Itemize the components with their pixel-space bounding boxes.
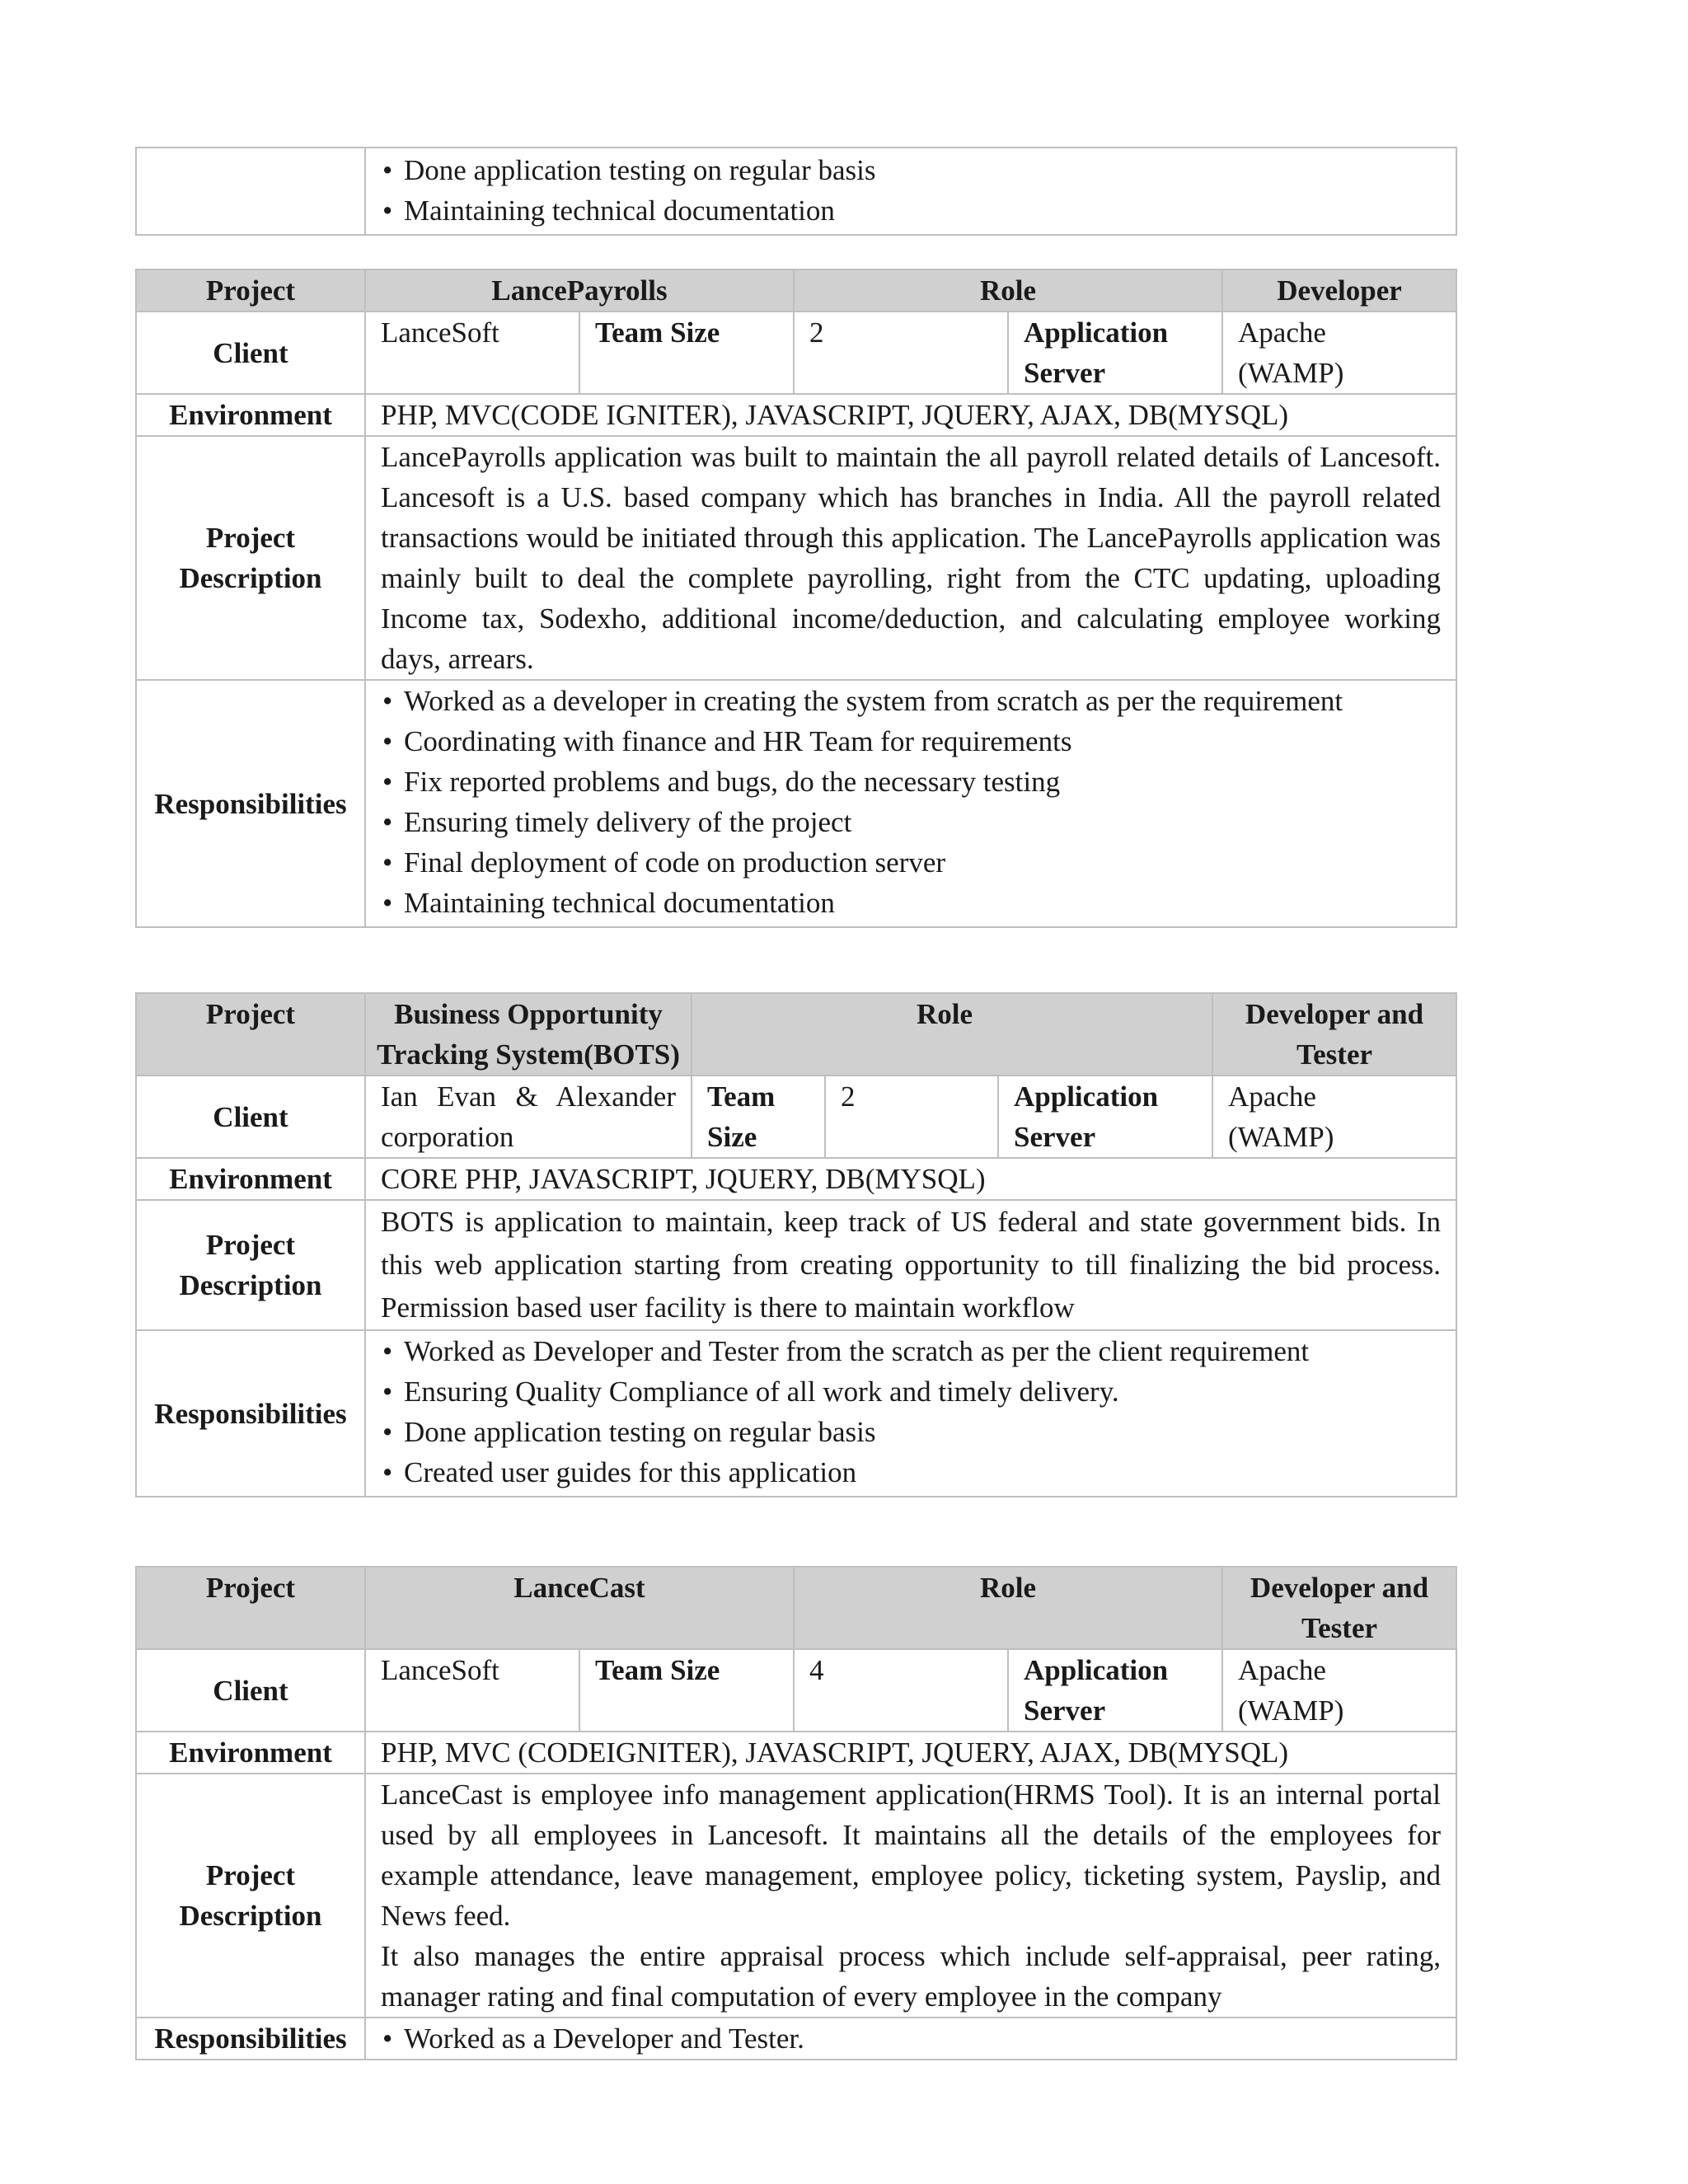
application-server-value: [1212, 1076, 1456, 1158]
client-row: [136, 312, 1456, 394]
client-value: LanceSoft: [365, 312, 579, 394]
project-name: LanceCast: [365, 1567, 794, 1649]
role-value: Developer and Tester: [1222, 1567, 1456, 1649]
responsibilities-row: [136, 1330, 1456, 1497]
list-item: • Done application testing on regular basis: [404, 1412, 1441, 1452]
application-server-value: [1222, 312, 1456, 394]
responsibilities-label: Responsibilities: [136, 1330, 365, 1497]
project-header-row: [136, 269, 1456, 312]
description-label-line-2: Description: [179, 1900, 322, 1932]
description-row: [136, 1200, 1456, 1330]
role-value: Developer: [1222, 269, 1456, 312]
list-item: • Worked as a Developer and Tester.: [404, 2018, 1441, 2059]
project-label: Project: [136, 1567, 365, 1649]
empty-label-cell: [136, 148, 365, 235]
project-header-row: [136, 1567, 1456, 1649]
size-label-line: Size: [707, 1121, 757, 1153]
app-server-line-1: Apache: [1228, 1080, 1316, 1113]
client-line-2: corporation: [381, 1121, 514, 1153]
server-label-line: Server: [1024, 1694, 1106, 1727]
project-label: Project: [136, 993, 365, 1076]
team-size-label: Team Size: [579, 312, 794, 394]
list-item: • Fix reported problems and bugs, do the necessary testing: [404, 762, 1441, 802]
app-server-line-2: (WAMP): [1238, 1694, 1344, 1727]
application-label-line: Application: [1024, 316, 1169, 349]
client-label: Client: [136, 312, 365, 394]
description-label-line-2: Description: [179, 1269, 322, 1301]
client-row: [136, 1649, 1456, 1732]
project-name-line-1: Business Opportunity: [394, 998, 663, 1030]
description-paragraph-1: LanceCast is employee info management application(HRMS Tool). It is an internal portal used by all employees in Lancesoft. It maintains all the details of the employees for example attendance, leave management, employee policy, ticketing system, Payslip, and News feed.: [381, 1779, 1441, 1932]
list-item: • Created user guides for this application: [404, 1452, 1441, 1493]
team-size-value: 2: [825, 1076, 998, 1158]
role-label: Role: [794, 1567, 1222, 1649]
responsibilities-row: [136, 680, 1456, 927]
team-size-label: Team Size: [579, 1649, 794, 1732]
client-value: [365, 1076, 692, 1158]
previous-project-table: [135, 147, 1457, 236]
environment-value: PHP, MVC (CODEIGNITER), JAVASCRIPT, JQUERY, AJAX, DB(MYSQL): [365, 1732, 1456, 1774]
project-table-lancecast: [135, 1566, 1457, 2060]
description-value: BOTS is application to maintain, keep track of US federal and state government bids. In this web application starting from creating opportunity to till finalizing the bid process. Permission based user facility is there to maintain workflow: [365, 1200, 1456, 1330]
role-label: Role: [794, 269, 1222, 312]
role-label: Role: [692, 993, 1212, 1076]
team-size-value: 2: [794, 312, 1008, 394]
project-table-bots: [135, 992, 1457, 1497]
client-line-1: Ian Evan & Alexander: [381, 1080, 676, 1113]
description-label-line-1: Project: [205, 1229, 296, 1261]
description-row: [136, 1774, 1456, 2018]
description-value: [365, 1774, 1456, 2018]
client-value: LanceSoft: [365, 1649, 579, 1732]
responsibilities-list: [381, 681, 1441, 923]
list-item: • Done application testing on regular basis: [404, 150, 1441, 190]
project-header-row: [136, 993, 1456, 1076]
client-label: Client: [136, 1076, 365, 1158]
project-label: Project: [136, 269, 365, 312]
team-size-value: 4: [794, 1649, 1008, 1732]
team-size-label: [692, 1076, 825, 1158]
responsibilities-list: [381, 1331, 1441, 1493]
list-item: • Maintaining technical documentation: [404, 883, 1441, 923]
application-server-label: [998, 1076, 1212, 1158]
project-table-lancepayrolls: [135, 269, 1457, 928]
server-label-line: Server: [1024, 357, 1106, 389]
description-label: [136, 1200, 365, 1330]
app-server-line-2: (WAMP): [1238, 357, 1344, 389]
responsibilities-cell: [365, 148, 1456, 235]
list-item: • Maintaining technical documentation: [404, 190, 1441, 231]
project-name-line-2: Tracking System(BOTS): [377, 1038, 680, 1071]
application-server-label: [1008, 312, 1222, 394]
client-label: Client: [136, 1649, 365, 1732]
application-label-line: Application: [1014, 1080, 1159, 1113]
responsibilities-cell: [365, 1330, 1456, 1497]
description-value: LancePayrolls application was built to maintain the all payroll related details of Lancesoft. Lancesoft is a U.S. based company which has branches in India. All the payroll related transactions would be initiated through this application. The LancePayrolls application was mainly built to deal the complete payrolling, right from the CTC updating, uploading Income tax, Sodexho, additional income/deduction, and calculating employee working days, arrears.: [365, 436, 1456, 680]
description-label-line-1: Project: [205, 1859, 296, 1891]
list-item: • Worked as Developer and Tester from the scratch as per the client requirement: [404, 1331, 1441, 1371]
responsibilities-list: [381, 150, 1441, 231]
responsibilities-row: [136, 2018, 1456, 2060]
app-server-line-2: (WAMP): [1228, 1121, 1334, 1153]
list-item: • Worked as a developer in creating the system from scratch as per the requirement: [404, 681, 1441, 721]
list-item: • Coordinating with finance and HR Team for requirements: [404, 721, 1441, 762]
responsibilities-label: Responsibilities: [136, 680, 365, 927]
responsibilities-list: [381, 2018, 1441, 2059]
application-label-line: Application: [1024, 1654, 1169, 1686]
role-value: Developer and Tester: [1212, 993, 1456, 1076]
project-name: LancePayrolls: [365, 269, 794, 312]
project-name: [365, 993, 692, 1076]
client-row: [136, 1076, 1456, 1158]
description-paragraph-2: It also manages the entire appraisal process which include self-appraisal, peer rating, manager rating and final computation of every employee in the company: [381, 1940, 1441, 2013]
description-row: [136, 436, 1456, 680]
list-item: • Ensuring Quality Compliance of all work and timely delivery.: [404, 1371, 1441, 1412]
environment-label: Environment: [136, 1158, 365, 1200]
environment-row: [136, 394, 1456, 436]
description-label: [136, 436, 365, 680]
environment-row: [136, 1732, 1456, 1774]
app-server-line-1: Apache: [1238, 1654, 1326, 1686]
environment-row: [136, 1158, 1456, 1200]
responsibilities-row: [136, 148, 1456, 235]
description-label-line-1: Project: [205, 522, 296, 554]
list-item: • Ensuring timely delivery of the project: [404, 802, 1441, 842]
list-item: • Final deployment of code on production server: [404, 842, 1441, 883]
description-label-line-2: Description: [179, 562, 322, 594]
environment-label: Environment: [136, 394, 365, 436]
responsibilities-label: Responsibilities: [136, 2018, 365, 2060]
environment-value: PHP, MVC(CODE IGNITER), JAVASCRIPT, JQUERY, AJAX, DB(MYSQL): [365, 394, 1456, 436]
app-server-line-1: Apache: [1238, 316, 1326, 349]
responsibilities-cell: [365, 680, 1456, 927]
team-label-line: Team: [707, 1080, 776, 1113]
application-server-label: [1008, 1649, 1222, 1732]
description-label: [136, 1774, 365, 2018]
environment-value: CORE PHP, JAVASCRIPT, JQUERY, DB(MYSQL): [365, 1158, 1456, 1200]
environment-label: Environment: [136, 1732, 365, 1774]
responsibilities-cell: [365, 2018, 1456, 2060]
server-label-line: Server: [1014, 1121, 1096, 1153]
application-server-value: [1222, 1649, 1456, 1732]
